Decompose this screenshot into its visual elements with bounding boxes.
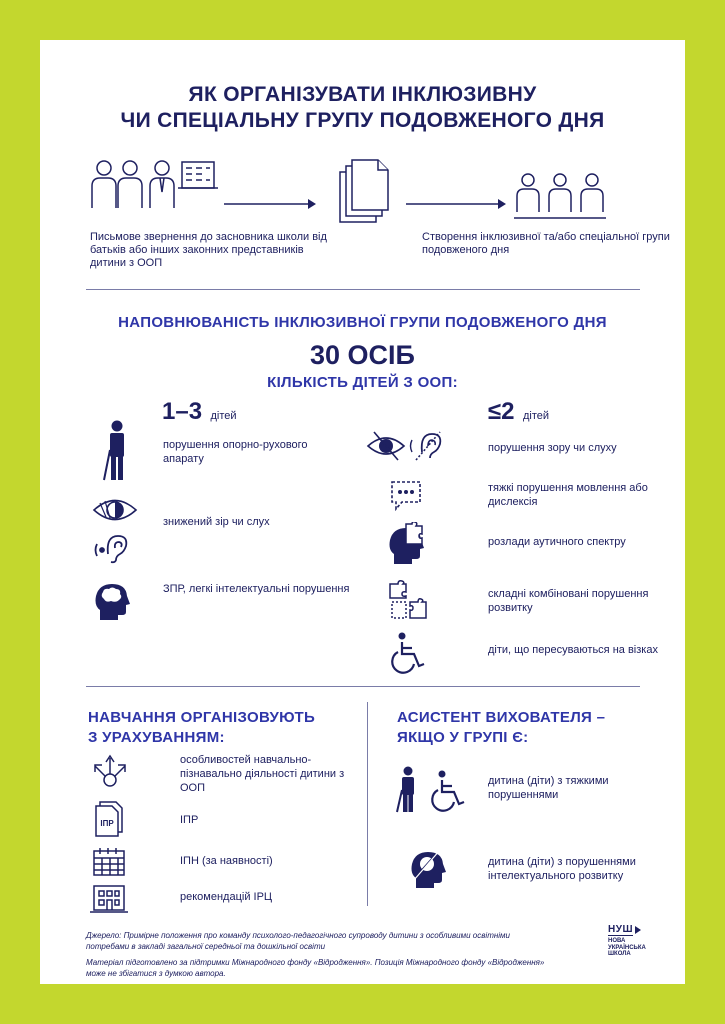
footer-source: Джерело: Примірне положення про команду психолого-педагогічного супроводу дитини з особливими освітніми потребами в закладі загальної середньої та дошкільної освіти	[86, 931, 510, 951]
divider-2	[86, 686, 640, 687]
education-heading-line-2: З УРАХУВАННЯМ:	[88, 729, 225, 746]
left-item-1: порушення опорно-рухового апарату	[163, 439, 308, 465]
hearing-ear-icon	[94, 532, 130, 564]
autism-puzzle-head-icon	[388, 522, 426, 566]
right-group-quantity	[488, 398, 549, 426]
logo-line-3: ШКОЛА	[608, 951, 631, 957]
right-item-1: порушення зору чи слуху	[488, 442, 617, 454]
wheelchair-icon	[390, 632, 426, 674]
capacity-total: 30 ОСІБ	[310, 340, 415, 370]
assistant-item-2: дитина (діти) з порушеннями інтелектуального розвитку	[488, 856, 636, 882]
logo-arrow-icon	[635, 926, 641, 934]
left-item-2: знижений зір чи слух	[163, 516, 270, 528]
capacity-subheading: КІЛЬКІСТЬ ДІТЕЙ З ООП:	[267, 374, 458, 391]
divider-1	[86, 289, 640, 290]
assistant-heading-line-2: ЯКЩО У ГРУПІ Є:	[397, 729, 529, 746]
low-vision-eye-icon	[92, 495, 138, 525]
learning-paths-icon	[90, 752, 130, 790]
assistant-item-1: дитина (діти) з тяжкими порушеннями	[488, 775, 609, 801]
capacity-heading: НАПОВНЮВАНІСТЬ ІНКЛЮЗИВНОЇ ГРУПИ ПОДОВЖЕНОГО ДНЯ	[118, 314, 607, 331]
right-item-4: складні комбіновані порушення розвитку	[488, 588, 649, 614]
title-line-2: ЧИ СПЕЦІАЛЬНУ ГРУПУ ПОДОВЖЕНОГО ДНЯ	[120, 109, 605, 132]
education-item-2: ІПР	[180, 814, 199, 826]
parents-icon	[90, 158, 220, 218]
documents-icon	[336, 156, 392, 226]
title-line-1: ЯК ОРГАНІЗУВАТИ ІНКЛЮЗИВНУ	[188, 83, 537, 106]
arrow-right-icon-2	[406, 198, 506, 210]
calendar-plan-icon	[92, 846, 126, 876]
right-item-3: розлади аутичного спектру	[488, 536, 626, 548]
right-item-5: діти, що пересуваються на візках	[488, 644, 658, 656]
logo-mark: НУШ	[608, 924, 633, 935]
person-and-wheelchair-icon	[396, 766, 468, 814]
education-item-3: ІПН (за наявності)	[180, 855, 273, 867]
footer-note: Матеріал підготовлено за підтримки Міжнародного фонду «Відродження». Позиція Міжнародного фонду «Відродження» може не збігатися з думкою автора.	[86, 958, 545, 978]
irc-building-icon	[90, 882, 128, 914]
left-qty-value: 1–3	[162, 398, 203, 425]
assistant-heading-line-1: АСИСТЕНТ ВИХОВАТЕЛЯ –	[397, 709, 606, 726]
education-item-1: особливостей навчально-пізнавально діяльності дитини з ООП	[180, 754, 345, 794]
puzzle-pieces-icon	[388, 580, 428, 620]
right-qty-unit: дітей	[522, 410, 550, 422]
left-item-3: ЗПР, легкі інтелектуальні порушення	[163, 583, 350, 595]
logo-line-1: НОВА	[608, 938, 626, 944]
vision-hearing-impairment-icon	[366, 428, 446, 464]
person-with-cane-icon	[100, 420, 134, 482]
intellectual-impairment-head-icon	[410, 846, 448, 890]
ipr-icon-label: ІПР	[100, 819, 114, 828]
right-qty-value: ≤2	[488, 398, 515, 425]
infographic-sheet	[40, 40, 685, 984]
right-item-2: тяжкі порушення мовлення або дислексія	[488, 482, 648, 508]
nush-logo	[608, 924, 646, 958]
brain-head-icon	[94, 582, 130, 622]
vertical-divider	[367, 702, 368, 906]
education-heading	[88, 708, 315, 748]
ipr-document-icon	[92, 800, 126, 838]
left-group-quantity	[162, 398, 237, 426]
page-title	[40, 82, 685, 134]
arrow-right-icon-1	[224, 198, 316, 210]
process-step-1-text: Письмове звернення до засновника школи від батьків або інших законних представників дитини з ООП	[90, 231, 327, 269]
education-heading-line-1: НАВЧАННЯ ОРГАНІЗОВУЮТЬ	[88, 709, 316, 726]
logo-line-2: УКРАЇНСЬКА	[608, 944, 646, 951]
process-step-2-text: Створення інклюзивної та/або спеціальної групи подовженого дня	[422, 231, 670, 256]
left-qty-unit: дітей	[210, 410, 237, 422]
speech-bubble-icon	[388, 478, 424, 512]
group-icon	[514, 172, 606, 220]
education-item-4: рекомендацій ІРЦ	[180, 891, 273, 903]
assistant-heading	[397, 708, 605, 748]
